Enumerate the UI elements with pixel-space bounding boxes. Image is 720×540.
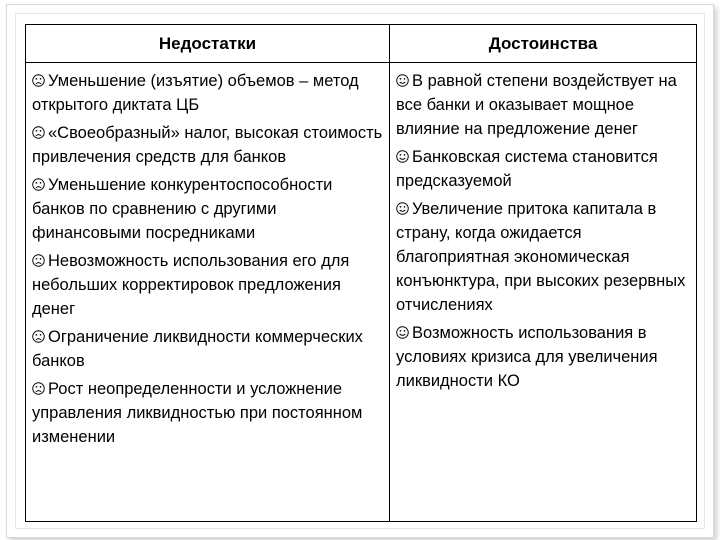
disadvantage-text: «Своеобразный» налог, высокая стоимость привлечения средств для банков	[32, 124, 383, 166]
disadvantage-text: Ограничение ликвидности коммерческих банков	[32, 328, 363, 370]
disadvantage-item	[32, 325, 383, 373]
frown-icon	[32, 178, 45, 191]
header-advantages: Достоинства	[390, 25, 697, 63]
frown-icon	[32, 254, 45, 267]
advantage-item	[396, 197, 690, 317]
disadvantage-text: Рост неопределенности и усложнение управления ликвидностью при постоянном изменении	[32, 380, 363, 446]
disadvantage-text: Уменьшение конкурентоспособности банков по сравнению с другими финансовыми посредниками	[32, 176, 333, 242]
smile-icon	[396, 74, 409, 87]
advantages-cell	[390, 63, 697, 522]
disadvantage-text: Уменьшение (изъятие) объемов – метод открытого диктата ЦБ	[32, 72, 359, 114]
content-row	[26, 63, 697, 522]
smile-icon	[396, 150, 409, 163]
frown-icon	[32, 126, 45, 139]
disadvantage-text: Невозможность использования его для небольших корректировок предложения денег	[32, 252, 350, 318]
frown-icon	[32, 74, 45, 87]
advantage-item	[396, 321, 690, 393]
smile-icon	[396, 202, 409, 215]
frown-icon	[32, 382, 45, 395]
advantage-text: В равной степени воздействует на все банки и оказывает мощное влияние на предложение денег	[396, 72, 677, 138]
smile-icon	[396, 326, 409, 339]
disadvantage-item	[32, 377, 383, 449]
header-row	[26, 25, 697, 63]
advantage-text: Банковская система становится предсказуемой	[396, 148, 658, 190]
advantage-item	[396, 69, 690, 141]
disadvantage-item	[32, 249, 383, 321]
header-disadvantages: Недостатки	[26, 25, 390, 63]
disadvantages-cell	[26, 63, 390, 522]
disadvantage-item	[32, 121, 383, 169]
frown-icon	[32, 330, 45, 343]
disadvantage-item	[32, 173, 383, 245]
disadvantage-item	[32, 69, 383, 117]
comparison-table	[25, 24, 697, 522]
advantage-item	[396, 145, 690, 193]
advantage-text: Увеличение притока капитала в страну, когда ожидается благоприятная экономическая конъюнктура, при высоких резервных отчислениях	[396, 200, 686, 314]
advantage-text: Возможность использования в условиях кризиса для увеличения ликвидности КО	[396, 324, 658, 390]
